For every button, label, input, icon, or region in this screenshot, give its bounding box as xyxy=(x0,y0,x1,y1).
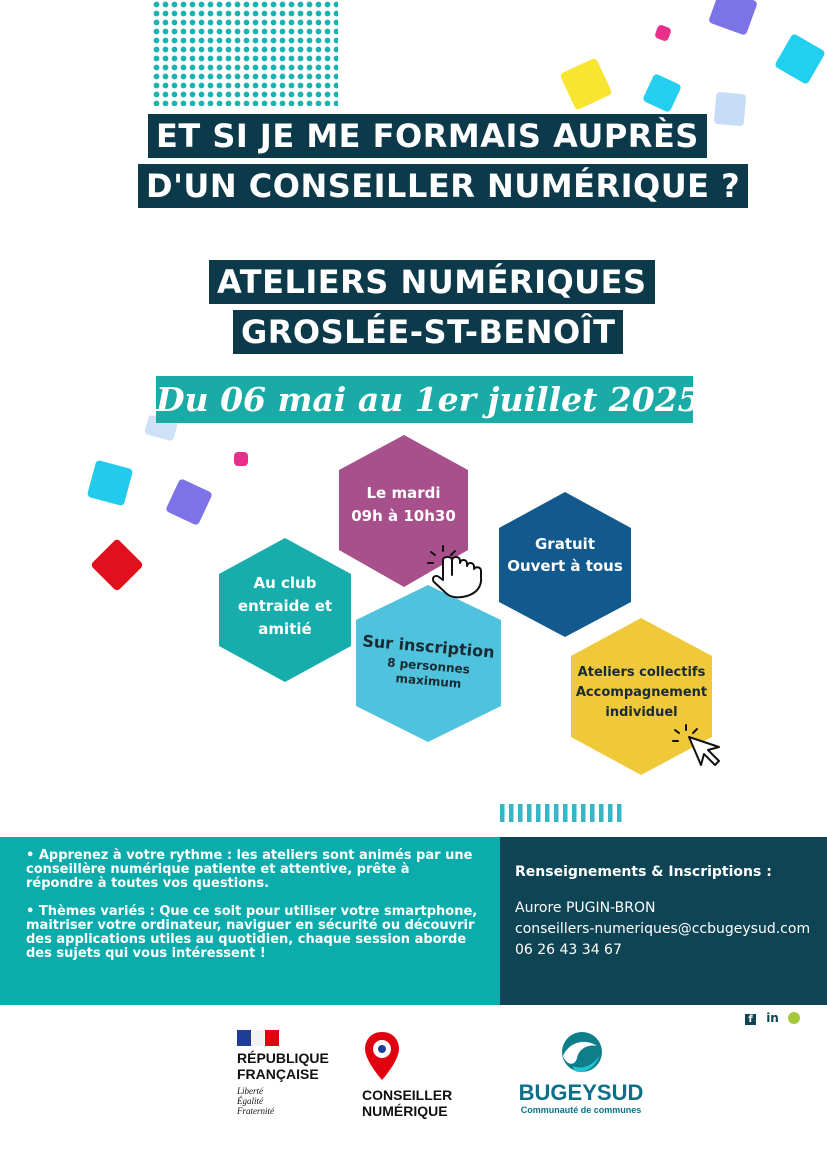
page-title-line2: D'UN CONSEILLER NUMÉRIQUE ? xyxy=(138,164,748,208)
contact-heading: Renseignements & Inscriptions : xyxy=(515,864,772,880)
contact-phone[interactable]: 06 26 43 34 67 xyxy=(515,942,622,958)
schedule-day: Le mardi xyxy=(366,484,441,502)
bugeysud-logo xyxy=(512,1030,662,1118)
bugeysud-tagline: Communauté de communes xyxy=(520,1105,642,1115)
contact-email[interactable]: conseillers-numeriques@ccbugeysud.com xyxy=(515,921,811,937)
motto-liberte: Liberté xyxy=(237,1086,263,1096)
republique-francaise-logo xyxy=(237,1030,347,1120)
facebook-icon[interactable]: f xyxy=(745,1014,756,1025)
schedule-time: 09h à 10h30 xyxy=(351,507,456,525)
bugeysud-name: BUGEYSUD xyxy=(518,1080,644,1105)
location-line2: entraide et xyxy=(237,597,333,615)
format-line1: Ateliers collectifs xyxy=(577,665,706,680)
republique-line2: FRANÇAISE xyxy=(237,1066,319,1082)
location-line3: amitié xyxy=(258,620,312,638)
social-links xyxy=(745,1011,800,1025)
format-line3: individuel xyxy=(605,705,678,720)
website-icon[interactable] xyxy=(788,1012,800,1024)
conseiller-line1: CONSEILLER xyxy=(362,1087,453,1103)
triangle-pattern xyxy=(500,804,626,822)
conseiller-line2: NUMÉRIQUE xyxy=(362,1103,448,1119)
page-title-line1: ET SI JE ME FORMAIS AUPRÈS xyxy=(148,114,707,158)
info-point-pace: • Apprenez à votre rythme : les ateliers sont animés par une conseillère numérique patiente et attentive, prête à répondre à toutes vos questions. xyxy=(26,848,473,891)
registration-max: maximum xyxy=(394,671,462,691)
info-panel xyxy=(0,837,500,1005)
price-label: Gratuit xyxy=(535,535,595,553)
marianne-flag-icon xyxy=(237,1030,279,1046)
info-point-themes: • Thèmes variés : Que ce soit pour utiliser votre smartphone, maitriser votre ordinateur, naviguer en sécurité ou découvrir des applications utiles au quotidien, chaque session aborde des sujets qui vous intéressent ! xyxy=(26,904,478,961)
location-pin-icon xyxy=(362,1030,402,1082)
conseiller-numerique-logo xyxy=(362,1030,472,1122)
motto-fraternite: Fraternité xyxy=(237,1106,274,1116)
motto-egalite: Égalité xyxy=(237,1096,263,1106)
audience-label: Ouvert à tous xyxy=(507,557,623,575)
registration-capacity: 8 personnes xyxy=(386,655,471,677)
registration-label: Sur inscription xyxy=(361,631,496,662)
linkedin-icon[interactable]: in xyxy=(766,1011,779,1025)
location-line1: Au club xyxy=(253,574,317,592)
republique-line1: RÉPUBLIQUE xyxy=(237,1050,329,1066)
workshop-title-line2: GROSLÉE-ST-BENOÎT xyxy=(233,310,623,354)
contact-panel xyxy=(500,837,827,1005)
format-line2: Accompagnement xyxy=(575,685,708,700)
contact-name: Aurore PUGIN-BRON xyxy=(515,900,656,916)
date-range-banner: Du 06 mai au 1er juillet 2025 xyxy=(156,376,693,423)
workshop-title-line1: ATELIERS NUMÉRIQUES xyxy=(209,260,655,304)
wave-icon xyxy=(559,1030,605,1074)
